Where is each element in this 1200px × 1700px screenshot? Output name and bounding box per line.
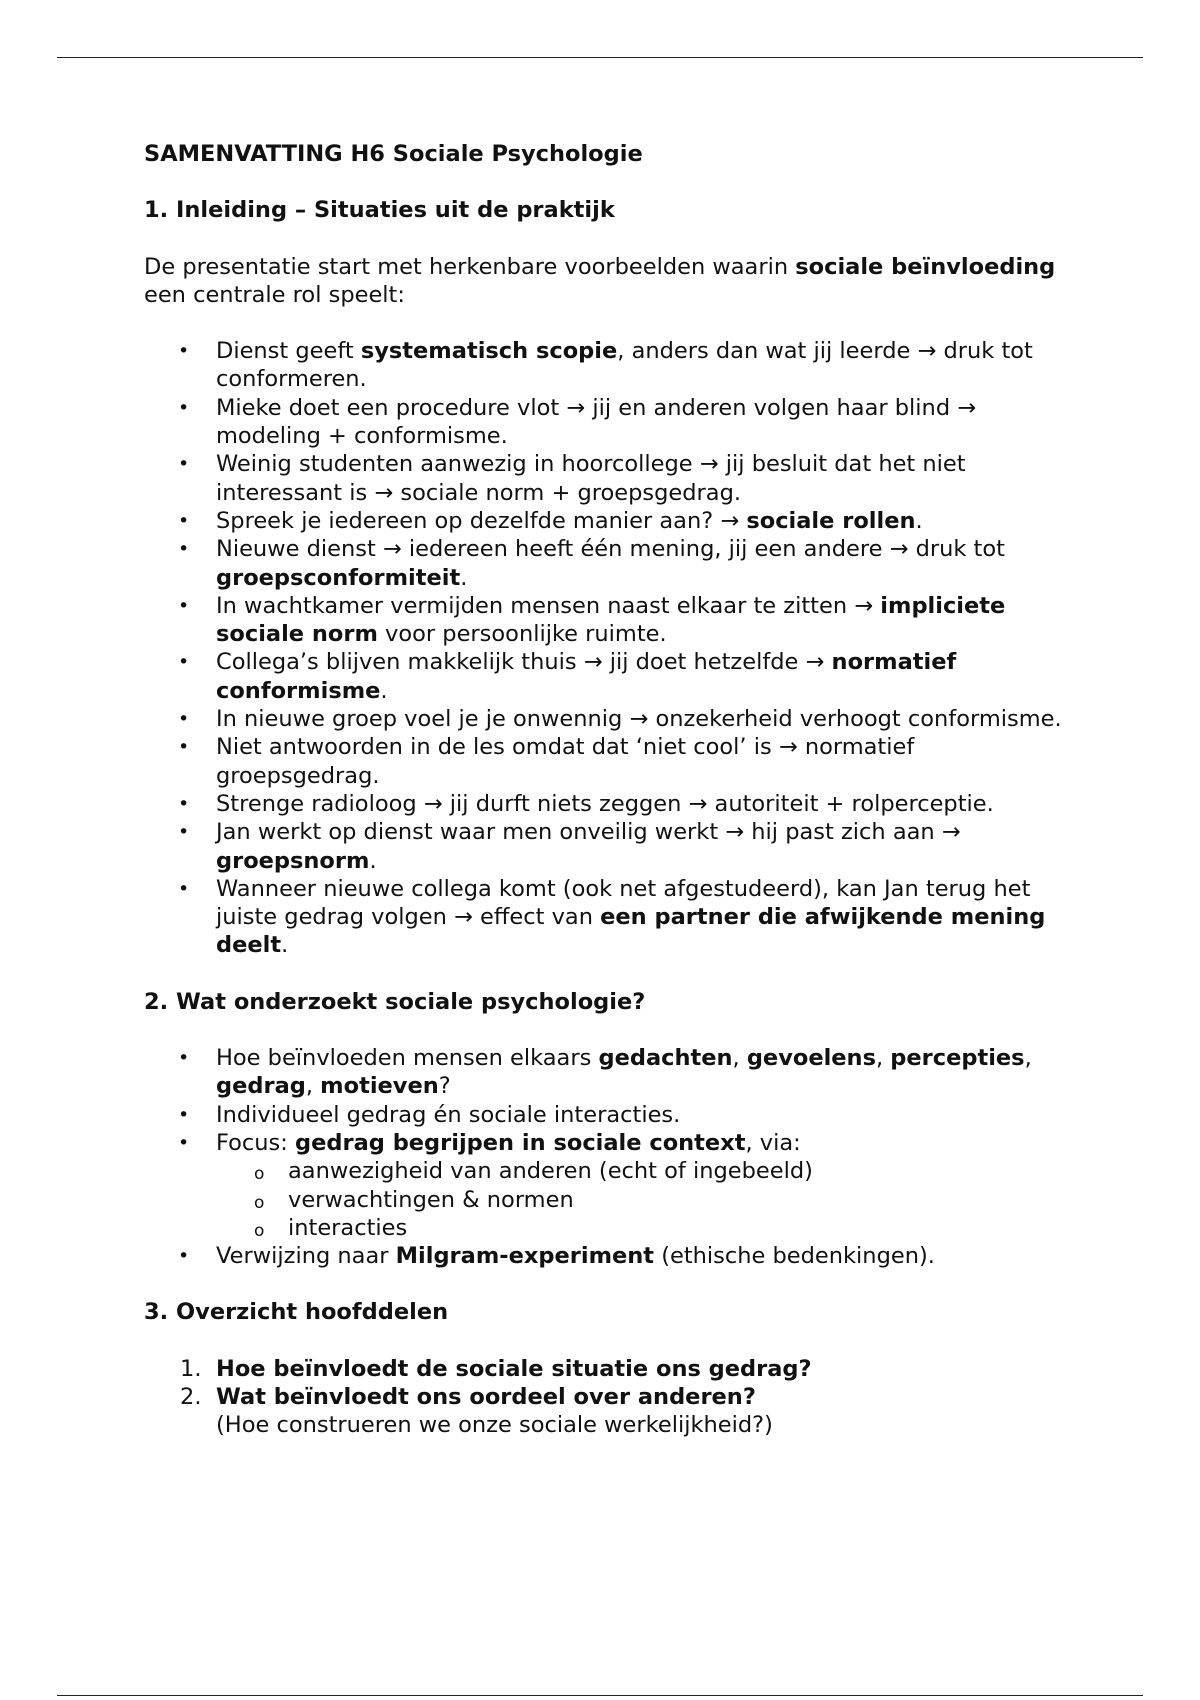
top-rule bbox=[57, 57, 1143, 58]
list-item: • Mieke doet een procedure vlot → jij en anderen volgen haar blind → modeling + conformisme. bbox=[144, 394, 1064, 451]
item-label: Wat beïnvloedt ons oordeel over anderen? bbox=[216, 1383, 756, 1410]
item-number: 2. bbox=[180, 1383, 202, 1410]
section-3-heading: 3. Overzicht hoofddelen bbox=[144, 1299, 449, 1326]
section-2-list bbox=[144, 1044, 1064, 1270]
list-item: • Spreek je iedereen op dezelfde manier aan? → sociale rollen. bbox=[144, 507, 1064, 535]
focus-sublist bbox=[216, 1157, 1064, 1242]
numbered-item bbox=[144, 1383, 1064, 1440]
list-item: • Weinig studenten aanwezig in hoorcollege → jij besluit dat het niet interessant is → sociale norm + groepsgedrag. bbox=[144, 450, 1064, 507]
section-1-heading: 1. Inleiding – Situaties uit de praktijk bbox=[144, 197, 615, 224]
list-item: • Collega’s blijven makkelijk thuis → jij doet hetzelfde → normatief conformisme. bbox=[144, 648, 1064, 705]
section-2-heading: 2. Wat onderzoekt sociale psychologie? bbox=[144, 988, 646, 1015]
list-item: • Strenge radioloog → jij durft niets zeggen → autoriteit + rolperceptie. bbox=[144, 790, 1064, 818]
list-item: • In wachtkamer vermijden mensen naast elkaar te zitten → impliciete sociale norm voor persoonlijke ruimte. bbox=[144, 592, 1064, 649]
item-label: Hoe beïnvloedt de sociale situatie ons gedrag? bbox=[216, 1355, 812, 1382]
document-body bbox=[144, 140, 1064, 1440]
bottom-rule bbox=[57, 1695, 1143, 1696]
list-item: • Individueel gedrag én sociale interacties. bbox=[144, 1101, 1064, 1129]
document-title: SAMENVATTING H6 Sociale Psychologie bbox=[144, 141, 643, 167]
list-item: • Focus: gedrag begrijpen in sociale context, via: o aanwezigheid van anderen (echt of ingebeeld) o verwachtingen & normen o interacties bbox=[144, 1129, 1064, 1242]
list-item: • Verwijzing naar Milgram-experiment (ethische bedenkingen). bbox=[144, 1242, 1064, 1270]
sub-list-item: o aanwezigheid van anderen (echt of ingebeeld) bbox=[216, 1157, 1064, 1185]
item-number: 1. bbox=[180, 1355, 202, 1382]
list-item: • Jan werkt op dienst waar men onveilig werkt → hij past zich aan → groepsnorm. bbox=[144, 818, 1064, 875]
list-item: • In nieuwe groep voel je je onwennig → onzekerheid verhoogt conformisme. bbox=[144, 705, 1064, 733]
list-item: • Wanneer nieuwe collega komt (ook net afgestudeerd), kan Jan terug het juiste gedrag volgen → effect van een partner die afwijkende mening deelt. bbox=[144, 875, 1064, 960]
sub-list-item: o interacties bbox=[216, 1214, 1064, 1242]
item-note: (Hoe construeren we onze sociale werkelijkheid?) bbox=[216, 1412, 773, 1439]
list-item: • Hoe beïnvloeden mensen elkaars gedachten, gevoelens, percepties, gedrag, motieven? bbox=[144, 1044, 1064, 1101]
numbered-item bbox=[144, 1355, 1064, 1383]
section-1-list bbox=[144, 337, 1064, 960]
section-3-list bbox=[144, 1355, 1064, 1440]
sub-list-item: o verwachtingen & normen bbox=[216, 1186, 1064, 1214]
list-item: • Nieuwe dienst → iedereen heeft één mening, jij een andere → druk tot groepsconformiteit. bbox=[144, 535, 1064, 592]
list-item: • Dienst geeft systematisch scopie, anders dan wat jij leerde → druk tot conformeren. bbox=[144, 337, 1064, 394]
section-1-intro: De presentatie start met herkenbare voorbeelden waarin sociale beïnvloeding een centrale rol speelt: bbox=[144, 253, 1056, 308]
list-item: • Niet antwoorden in de les omdat dat ‘niet cool’ is → normatief groepsgedrag. bbox=[144, 733, 1064, 790]
